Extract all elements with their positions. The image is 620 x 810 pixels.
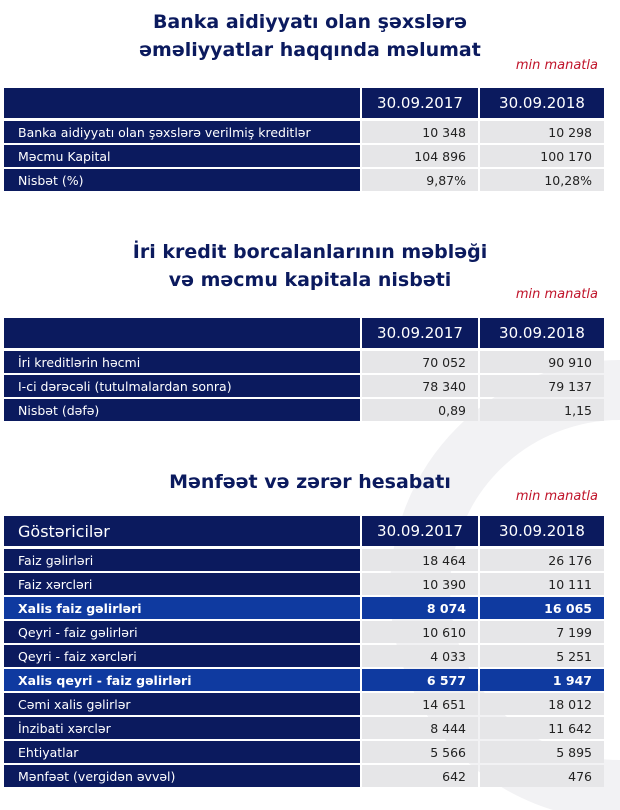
- value-2018: 11 642: [480, 717, 604, 739]
- value-2017: 0,89: [362, 399, 478, 421]
- row-label: İri kreditlərin həcmi: [4, 351, 360, 373]
- table-row: [4, 145, 604, 167]
- title-line: İri kredit borcalanlarının məbləği: [132, 241, 488, 263]
- row-label: Nisbət (dəfə): [4, 399, 360, 421]
- value-2018: 10,28%: [480, 169, 604, 191]
- table-row: [4, 741, 604, 763]
- value-2018: 90 910: [480, 351, 604, 373]
- row-label: Qeyri - faiz gəlirləri: [4, 621, 360, 643]
- value-2017: 10 390: [362, 573, 478, 595]
- table-row: [4, 669, 604, 691]
- value-2018: 7 199: [480, 621, 604, 643]
- value-2017: 70 052: [362, 351, 478, 373]
- table-row: [4, 645, 604, 667]
- table-row: [4, 351, 604, 373]
- table-row: [4, 399, 604, 421]
- row-label: Nisbət (%): [4, 169, 360, 191]
- section-title: [0, 8, 620, 64]
- table-row: [4, 597, 604, 619]
- value-2017: 10 610: [362, 621, 478, 643]
- table-row: [4, 169, 604, 191]
- row-label: Qeyri - faiz xərcləri: [4, 645, 360, 667]
- table-row: [4, 375, 604, 397]
- value-2017: 8 074: [362, 597, 478, 619]
- row-label: Ehtiyatlar: [4, 741, 360, 763]
- value-2018: 100 170: [480, 145, 604, 167]
- header-2018: 30.09.2018: [480, 88, 604, 118]
- value-2017: 9,87%: [362, 169, 478, 191]
- row-label: Cəmi xalis gəlirlər: [4, 693, 360, 715]
- value-2018: 79 137: [480, 375, 604, 397]
- value-2017: 78 340: [362, 375, 478, 397]
- value-2018: 10 111: [480, 573, 604, 595]
- header-label: [4, 318, 360, 348]
- header-2018: 30.09.2018: [480, 516, 604, 546]
- table-row: [4, 693, 604, 715]
- row-label: İnzibati xərclər: [4, 717, 360, 739]
- value-2017: 5 566: [362, 741, 478, 763]
- row-label: Məcmu Kapital: [4, 145, 360, 167]
- value-2018: 476: [480, 765, 604, 787]
- row-label: Mənfəət (vergidən əvvəl): [4, 765, 360, 787]
- value-2017: 6 577: [362, 669, 478, 691]
- value-2018: 16 065: [480, 597, 604, 619]
- row-label: Xalis faiz gəlirləri: [4, 597, 360, 619]
- title-line: Banka aidiyyatı olan şəxslərə: [152, 11, 468, 33]
- table-row: [4, 765, 604, 787]
- row-label: Banka aidiyyatı olan şəxslərə verilmiş kreditlər: [4, 121, 360, 143]
- table-row: [4, 717, 604, 739]
- value-2017: 104 896: [362, 145, 478, 167]
- header-2018: 30.09.2018: [480, 318, 604, 348]
- unit-label: min manatla: [515, 287, 598, 302]
- table-row: [4, 121, 604, 143]
- section-title: [0, 238, 620, 294]
- header-label: Göstəricilər: [4, 516, 360, 546]
- unit-label: min manatla: [515, 489, 598, 504]
- row-label: Faiz xərcləri: [4, 573, 360, 595]
- value-2018: 18 012: [480, 693, 604, 715]
- data-table: [4, 318, 604, 423]
- value-2017: 642: [362, 765, 478, 787]
- value-2018: 5 251: [480, 645, 604, 667]
- value-2017: 10 348: [362, 121, 478, 143]
- table-header: [4, 88, 604, 118]
- value-2017: 4 033: [362, 645, 478, 667]
- table-header: [4, 516, 604, 546]
- row-label: Faiz gəlirləri: [4, 549, 360, 571]
- value-2018: 5 895: [480, 741, 604, 763]
- value-2018: 10 298: [480, 121, 604, 143]
- row-label: I-ci dərəcəli (tutulmalardan sonra): [4, 375, 360, 397]
- table-row: [4, 549, 604, 571]
- data-table: [4, 88, 604, 193]
- header-label: [4, 88, 360, 118]
- header-2017: 30.09.2017: [362, 516, 478, 546]
- header-2017: 30.09.2017: [362, 88, 478, 118]
- row-label: Xalis qeyri - faiz gəlirləri: [4, 669, 360, 691]
- value-2017: 8 444: [362, 717, 478, 739]
- unit-label: min manatla: [515, 58, 598, 73]
- value-2017: 18 464: [362, 549, 478, 571]
- table-row: [4, 621, 604, 643]
- header-2017: 30.09.2017: [362, 318, 478, 348]
- value-2018: 1,15: [480, 399, 604, 421]
- table-row: [4, 573, 604, 595]
- title-line: və məcmu kapitala nisbəti: [168, 269, 452, 291]
- title-line: Mənfəət və zərər hesabatı: [169, 471, 451, 493]
- table-header: [4, 318, 604, 348]
- value-2018: 26 176: [480, 549, 604, 571]
- title-line: əməliyyatlar haqqında məlumat: [139, 39, 481, 61]
- value-2017: 14 651: [362, 693, 478, 715]
- value-2018: 1 947: [480, 669, 604, 691]
- data-table: [4, 516, 604, 789]
